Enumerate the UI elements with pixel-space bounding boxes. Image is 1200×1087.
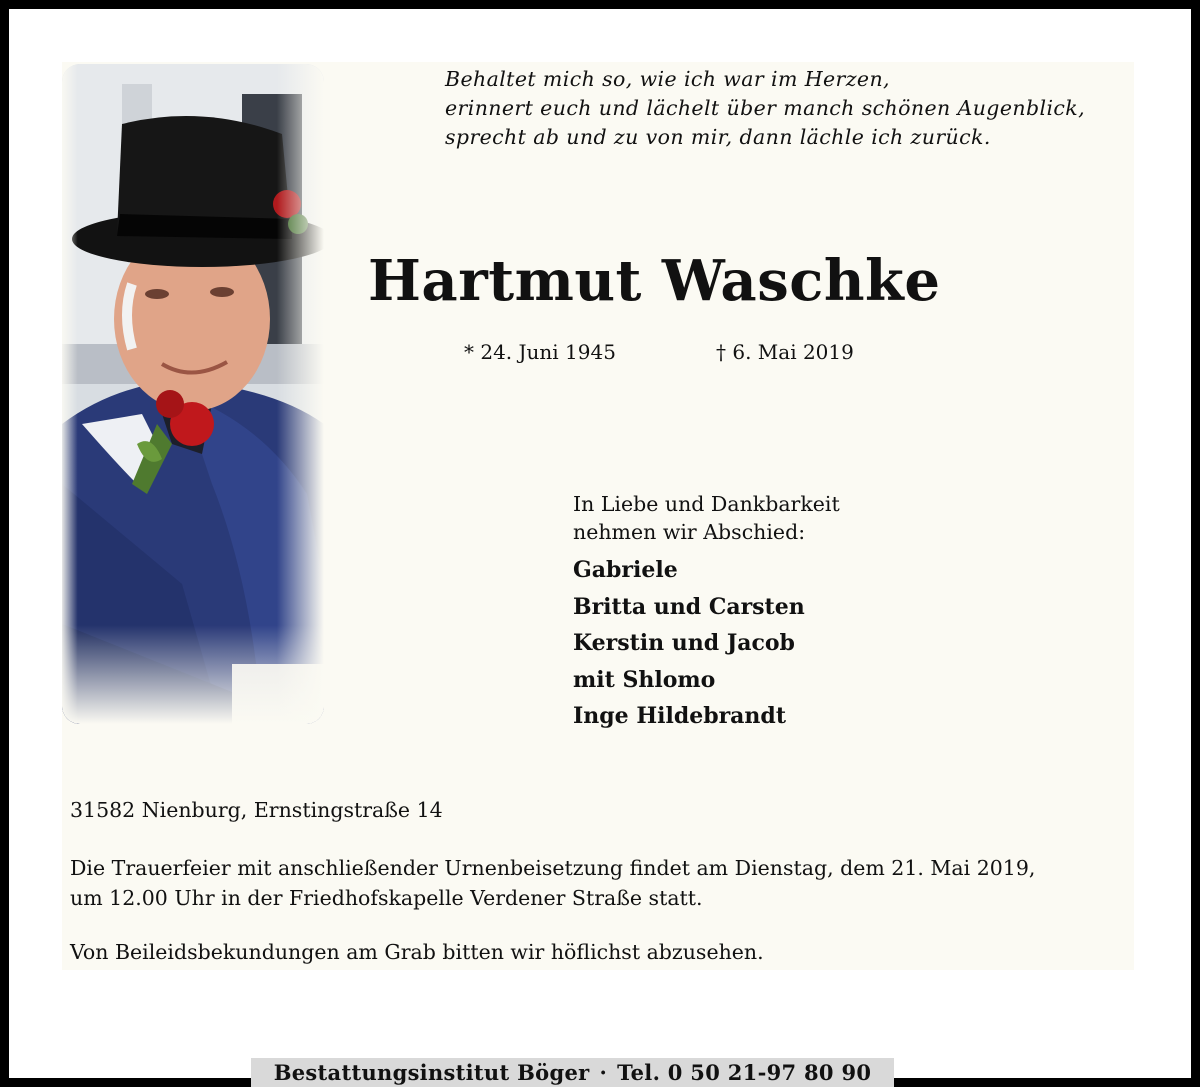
farewell-line: In Liebe und Dankbarkeit	[573, 492, 840, 516]
mourner-name: Gabriele	[573, 557, 678, 583]
funeral-home-footer	[251, 1058, 894, 1087]
service-line: Die Trauerfeier mit anschließender Urnenbeisetzung findet am Dienstag, dem 21. Mai 2019,	[70, 856, 1036, 880]
funeral-home-phone: Tel. 0 50 21-97 80 90	[617, 1060, 872, 1085]
poem-line: Behaltet mich so, wie ich war im Herzen,	[445, 67, 890, 91]
address: 31582 Nienburg, Ernstingstraße 14	[70, 798, 443, 822]
footer-separator: ·	[599, 1060, 608, 1085]
deceased-name: Hartmut Waschke	[368, 248, 941, 314]
mourner-name: mit Shlomo	[573, 666, 716, 693]
mourner-name: Kerstin und Jacob	[573, 630, 795, 656]
service-line: um 12.00 Uhr in der Friedhofskapelle Verdener Straße statt.	[70, 886, 703, 910]
poem-line: erinnert euch und lächelt über manch schönen Augenblick,	[445, 96, 1086, 120]
farewell-line: nehmen wir Abschied:	[573, 520, 806, 544]
farewell-text	[573, 490, 840, 546]
birth-date: * 24. Juni 1945	[464, 340, 616, 364]
mourner-name: Britta und Carsten	[573, 593, 805, 620]
death-date: † 6. Mai 2019	[716, 340, 854, 364]
poem-line: sprecht ab und zu von mir, dann lächle ich zurück.	[445, 125, 991, 149]
condolence-note: Von Beileidsbekundungen am Grab bitten wir höflichst abzusehen.	[70, 940, 764, 964]
portrait-photo	[62, 64, 324, 724]
funeral-home-name: Bestattungsinstitut Böger	[273, 1060, 590, 1085]
poem-quote	[445, 65, 1145, 152]
mourners-list	[573, 555, 805, 738]
mourner-name: Inge Hildebrandt	[573, 703, 786, 729]
service-info	[70, 853, 1035, 913]
